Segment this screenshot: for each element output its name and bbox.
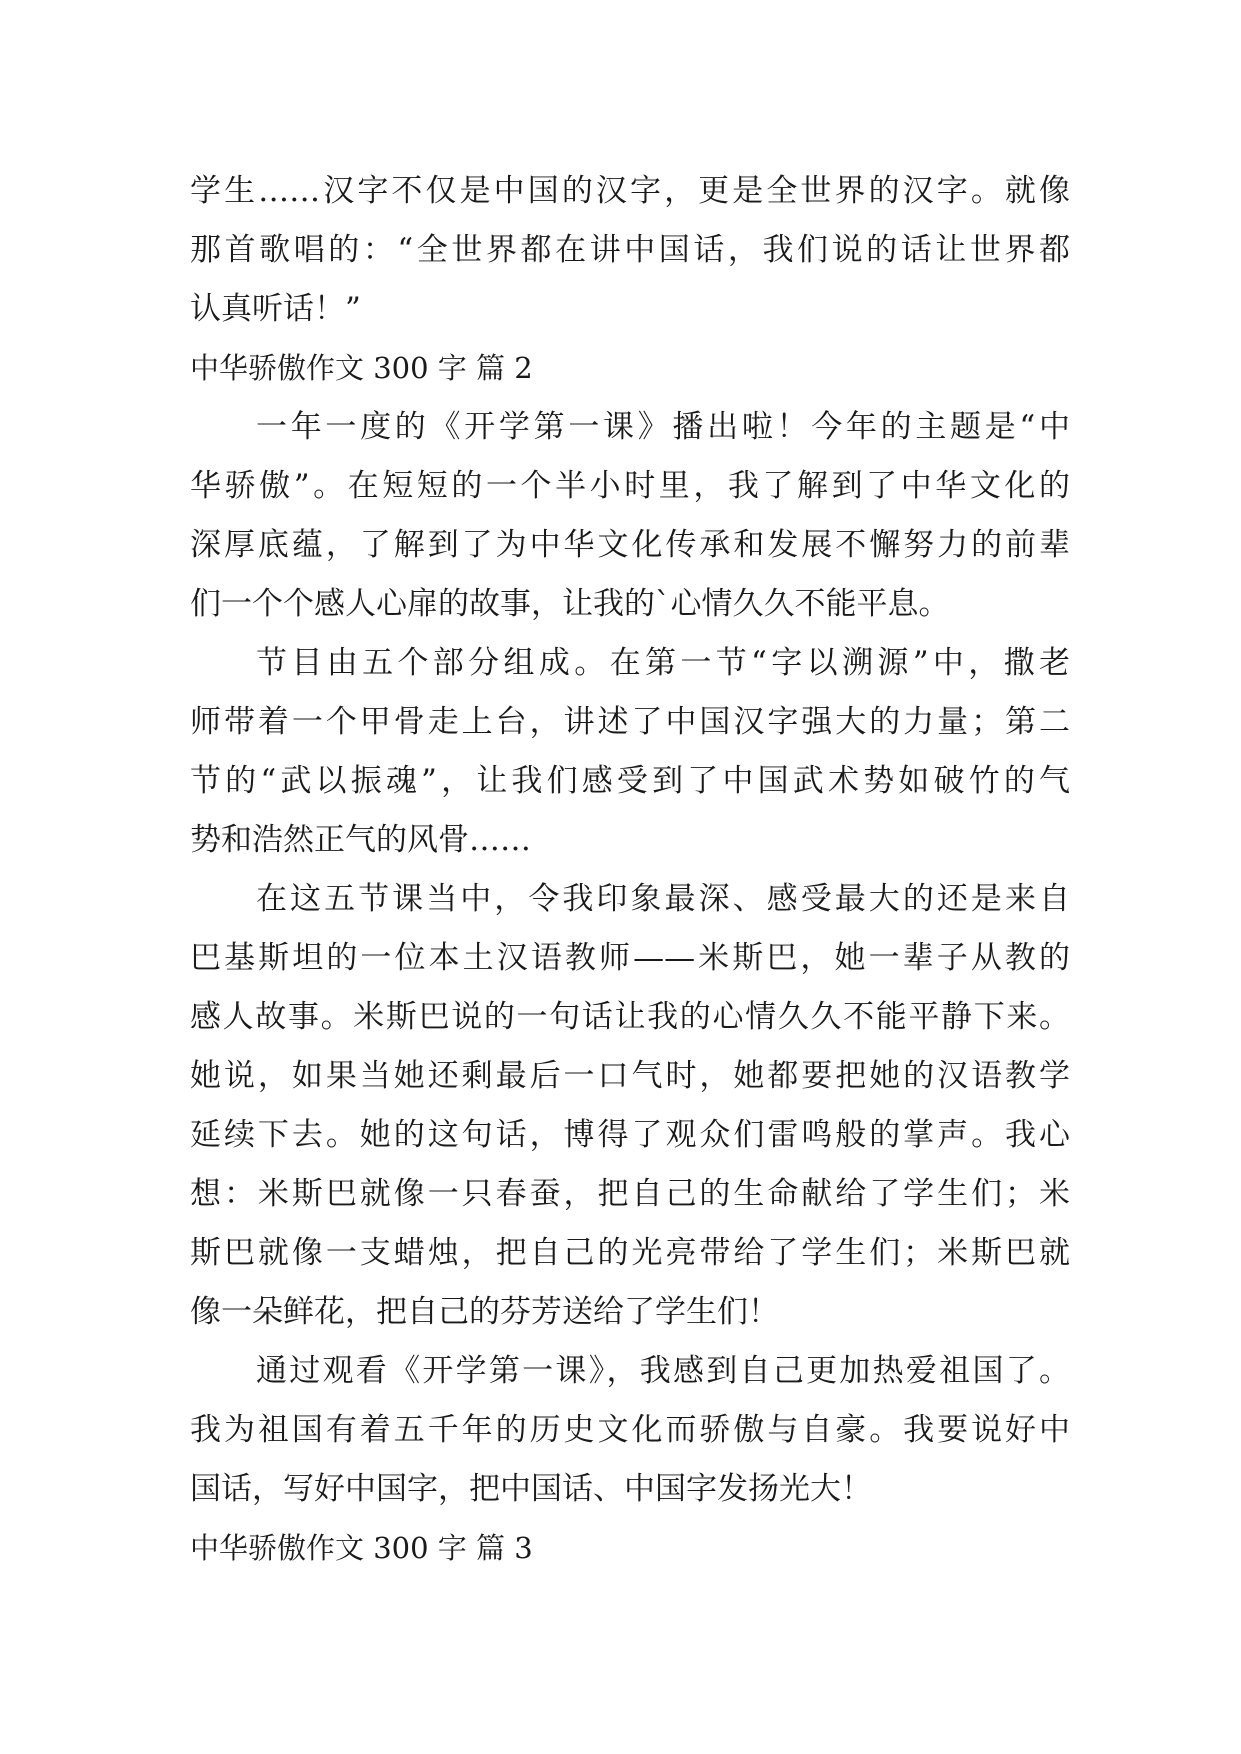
paragraph-first-line: 一年一度的《开学第一课》播出啦！今年的主题是“中 xyxy=(256,409,1070,445)
text-line: 认真听话！” xyxy=(190,291,361,327)
text-line: 深厚底蕴，了解到了为中华文化传承和发展不懈努力的前辈 xyxy=(190,527,1070,563)
text-line: 们一个个感人心扉的故事，让我的`心情久久不能平息。 xyxy=(190,586,950,622)
text-line: 国话，写好中国字，把中国话、中国字发扬光大！ xyxy=(190,1471,872,1507)
text-line: 我为祖国有着五千年的历史文化而骄傲与自豪。我要说好中 xyxy=(190,1412,1070,1448)
text-line: 想：米斯巴就像一只春蚕，把自己的生命献给了学生们；米 xyxy=(190,1176,1070,1212)
text-line: 巴基斯坦的一位本土汉语教师——米斯巴，她一辈子从教的 xyxy=(190,940,1070,976)
paragraph-first-line: 节目由五个部分组成。在第一节“字以溯源”中，撒老 xyxy=(256,645,1070,681)
paragraph-first-line: 在这五节课当中，令我印象最深、感受最大的还是来自 xyxy=(256,881,1070,917)
paragraph-first-line: 通过观看《开学第一课》，我感到自己更加热爱祖国了。 xyxy=(256,1353,1070,1389)
text-line: 感人故事。米斯巴说的一句话让我的心情久久不能平静下来。 xyxy=(190,999,1070,1035)
section-heading: 中华骄傲作文 300 字 篇 2 xyxy=(190,351,533,385)
text-line: 斯巴就像一支蜡烛，把自己的光亮带给了学生们；米斯巴就 xyxy=(190,1235,1070,1271)
document-page xyxy=(190,162,1070,1578)
text-line: 她说，如果当她还剩最后一口气时，她都要把她的汉语教学 xyxy=(190,1058,1070,1094)
text-line: 学生……汉字不仅是中国的汉字，更是全世界的汉字。就像 xyxy=(190,173,1070,209)
section-heading: 中华骄傲作文 300 字 篇 3 xyxy=(190,1531,533,1565)
text-line: 像一朵鲜花，把自己的芬芳送给了学生们！ xyxy=(190,1294,779,1330)
text-line: 节的“武以振魂”，让我们感受到了中国武术势如破竹的气 xyxy=(190,763,1070,799)
text-line: 师带着一个甲骨走上台，讲述了中国汉字强大的力量；第二 xyxy=(190,704,1070,740)
text-line: 延续下去。她的这句话，博得了观众们雷鸣般的掌声。我心 xyxy=(190,1117,1070,1153)
text-line: 那首歌唱的：“全世界都在讲中国话，我们说的话让世界都 xyxy=(190,232,1070,268)
text-line: 势和浩然正气的风骨…… xyxy=(190,822,531,858)
text-line: 华骄傲”。在短短的一个半小时里，我了解到了中华文化的 xyxy=(190,468,1070,504)
